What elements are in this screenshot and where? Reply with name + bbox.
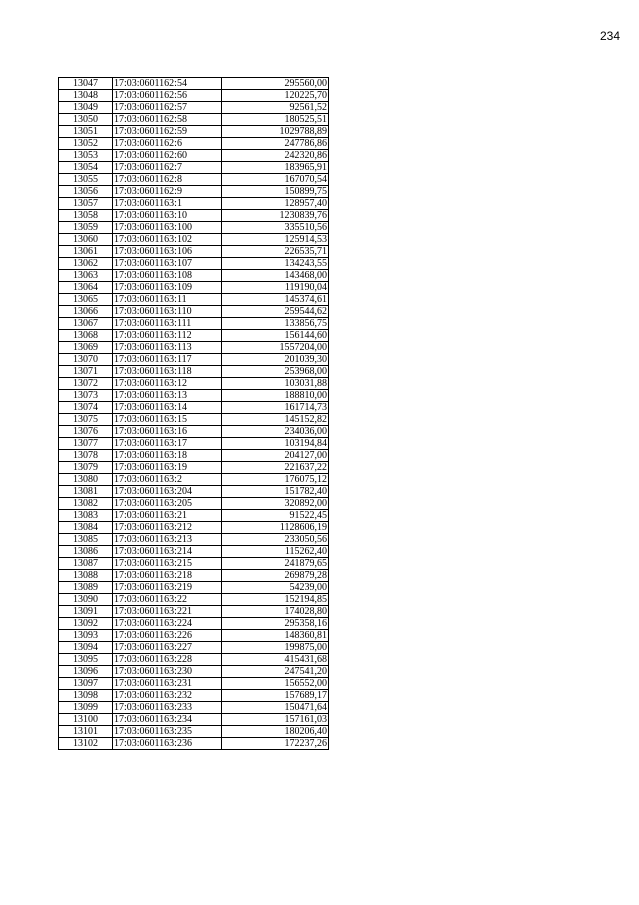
value-cell: 295358,16 xyxy=(222,618,329,630)
row-number-cell: 13095 xyxy=(59,654,113,666)
row-number-cell: 13050 xyxy=(59,114,113,126)
cadastral-number-cell: 17:03:0601162:7 xyxy=(113,162,222,174)
table-row xyxy=(59,558,329,570)
table-row xyxy=(59,366,329,378)
cadastral-number-cell: 17:03:0601163:215 xyxy=(113,558,222,570)
cadastral-number-cell: 17:03:0601162:57 xyxy=(113,102,222,114)
cadastral-number-cell: 17:03:0601162:60 xyxy=(113,150,222,162)
table-row xyxy=(59,186,329,198)
cadastral-number-cell: 17:03:0601163:234 xyxy=(113,714,222,726)
value-cell: 103031,88 xyxy=(222,378,329,390)
value-cell: 180525,51 xyxy=(222,114,329,126)
row-number-cell: 13049 xyxy=(59,102,113,114)
cadastral-number-cell: 17:03:0601163:19 xyxy=(113,462,222,474)
value-cell: 151782,40 xyxy=(222,486,329,498)
value-cell: 1029788,89 xyxy=(222,126,329,138)
value-cell: 152194,85 xyxy=(222,594,329,606)
table-row xyxy=(59,594,329,606)
row-number-cell: 13064 xyxy=(59,282,113,294)
value-cell: 150899,75 xyxy=(222,186,329,198)
table-row xyxy=(59,618,329,630)
value-cell: 1557204,00 xyxy=(222,342,329,354)
cadastral-number-cell: 17:03:0601163:2 xyxy=(113,474,222,486)
value-cell: 145152,82 xyxy=(222,414,329,426)
cadastral-number-cell: 17:03:0601163:15 xyxy=(113,414,222,426)
row-number-cell: 13082 xyxy=(59,498,113,510)
table-row xyxy=(59,126,329,138)
table-row xyxy=(59,522,329,534)
table-row xyxy=(59,318,329,330)
cadastral-number-cell: 17:03:0601163:230 xyxy=(113,666,222,678)
cadastral-number-cell: 17:03:0601163:13 xyxy=(113,390,222,402)
cadastral-number-cell: 17:03:0601163:235 xyxy=(113,726,222,738)
cadastral-number-cell: 17:03:0601163:233 xyxy=(113,702,222,714)
cadastral-number-cell: 17:03:0601162:54 xyxy=(113,78,222,90)
row-number-cell: 13063 xyxy=(59,270,113,282)
row-number-cell: 13079 xyxy=(59,462,113,474)
row-number-cell: 13102 xyxy=(59,738,113,750)
table-row xyxy=(59,234,329,246)
row-number-cell: 13071 xyxy=(59,366,113,378)
value-cell: 199875,00 xyxy=(222,642,329,654)
table-row xyxy=(59,462,329,474)
table-row xyxy=(59,498,329,510)
cadastral-number-cell: 17:03:0601163:106 xyxy=(113,246,222,258)
value-cell: 157689,17 xyxy=(222,690,329,702)
table-row xyxy=(59,162,329,174)
row-number-cell: 13093 xyxy=(59,630,113,642)
cadastral-number-cell: 17:03:0601163:224 xyxy=(113,618,222,630)
cadastral-number-cell: 17:03:0601163:22 xyxy=(113,594,222,606)
row-number-cell: 13098 xyxy=(59,690,113,702)
value-cell: 174028,80 xyxy=(222,606,329,618)
row-number-cell: 13069 xyxy=(59,342,113,354)
table-row xyxy=(59,714,329,726)
row-number-cell: 13080 xyxy=(59,474,113,486)
row-number-cell: 13097 xyxy=(59,678,113,690)
cadastral-number-cell: 17:03:0601163:221 xyxy=(113,606,222,618)
row-number-cell: 13096 xyxy=(59,666,113,678)
row-number-cell: 13078 xyxy=(59,450,113,462)
table-row xyxy=(59,270,329,282)
row-number-cell: 13094 xyxy=(59,642,113,654)
row-number-cell: 13099 xyxy=(59,702,113,714)
table-row xyxy=(59,654,329,666)
value-cell: 157161,03 xyxy=(222,714,329,726)
row-number-cell: 13068 xyxy=(59,330,113,342)
row-number-cell: 13073 xyxy=(59,390,113,402)
row-number-cell: 13056 xyxy=(59,186,113,198)
table-row xyxy=(59,342,329,354)
value-cell: 188810,00 xyxy=(222,390,329,402)
cadastral-number-cell: 17:03:0601163:21 xyxy=(113,510,222,522)
cadastral-number-cell: 17:03:0601163:111 xyxy=(113,318,222,330)
table-row xyxy=(59,630,329,642)
row-number-cell: 13052 xyxy=(59,138,113,150)
row-number-cell: 13085 xyxy=(59,534,113,546)
value-cell: 161714,73 xyxy=(222,402,329,414)
cadastral-number-cell: 17:03:0601163:110 xyxy=(113,306,222,318)
table-row xyxy=(59,474,329,486)
value-cell: 204127,00 xyxy=(222,450,329,462)
cadastral-number-cell: 17:03:0601163:107 xyxy=(113,258,222,270)
row-number-cell: 13083 xyxy=(59,510,113,522)
cadastral-number-cell: 17:03:0601163:1 xyxy=(113,198,222,210)
value-cell: 119190,04 xyxy=(222,282,329,294)
value-cell: 115262,40 xyxy=(222,546,329,558)
table-row xyxy=(59,210,329,222)
table-row xyxy=(59,582,329,594)
cadastral-number-cell: 17:03:0601163:214 xyxy=(113,546,222,558)
value-cell: 133856,75 xyxy=(222,318,329,330)
row-number-cell: 13054 xyxy=(59,162,113,174)
table-row xyxy=(59,378,329,390)
row-number-cell: 13047 xyxy=(59,78,113,90)
cadastral-number-cell: 17:03:0601163:212 xyxy=(113,522,222,534)
table-row xyxy=(59,570,329,582)
value-cell: 247541,20 xyxy=(222,666,329,678)
table-row xyxy=(59,726,329,738)
cadastral-number-cell: 17:03:0601163:218 xyxy=(113,570,222,582)
value-cell: 320892,00 xyxy=(222,498,329,510)
row-number-cell: 13091 xyxy=(59,606,113,618)
value-cell: 242320,86 xyxy=(222,150,329,162)
value-cell: 1230839,76 xyxy=(222,210,329,222)
value-cell: 295560,00 xyxy=(222,78,329,90)
cadastral-number-cell: 17:03:0601163:117 xyxy=(113,354,222,366)
row-number-cell: 13074 xyxy=(59,402,113,414)
row-number-cell: 13070 xyxy=(59,354,113,366)
value-cell: 269879,28 xyxy=(222,570,329,582)
value-cell: 259544,62 xyxy=(222,306,329,318)
table-row xyxy=(59,330,329,342)
value-cell: 247786,86 xyxy=(222,138,329,150)
cadastral-number-cell: 17:03:0601163:12 xyxy=(113,378,222,390)
value-cell: 92561,52 xyxy=(222,102,329,114)
cadastral-number-cell: 17:03:0601163:14 xyxy=(113,402,222,414)
row-number-cell: 13092 xyxy=(59,618,113,630)
table-row xyxy=(59,90,329,102)
table-row xyxy=(59,606,329,618)
value-cell: 183965,91 xyxy=(222,162,329,174)
row-number-cell: 13067 xyxy=(59,318,113,330)
row-number-cell: 13084 xyxy=(59,522,113,534)
value-cell: 176075,12 xyxy=(222,474,329,486)
cadastral-number-cell: 17:03:0601162:8 xyxy=(113,174,222,186)
table-body xyxy=(59,78,329,750)
table-row xyxy=(59,294,329,306)
value-cell: 103194,84 xyxy=(222,438,329,450)
cadastral-number-cell: 17:03:0601163:204 xyxy=(113,486,222,498)
cadastral-number-cell: 17:03:0601163:108 xyxy=(113,270,222,282)
table-row xyxy=(59,702,329,714)
cadastral-number-cell: 17:03:0601163:236 xyxy=(113,738,222,750)
cadastral-number-cell: 17:03:0601163:18 xyxy=(113,450,222,462)
row-number-cell: 13081 xyxy=(59,486,113,498)
value-cell: 226535,71 xyxy=(222,246,329,258)
value-cell: 415431,68 xyxy=(222,654,329,666)
table-row xyxy=(59,690,329,702)
page-number: 234 xyxy=(599,29,620,43)
table-row xyxy=(59,198,329,210)
table-row xyxy=(59,450,329,462)
value-cell: 1128606,19 xyxy=(222,522,329,534)
cadastral-number-cell: 17:03:0601163:10 xyxy=(113,210,222,222)
value-cell: 156144,60 xyxy=(222,330,329,342)
cadastral-number-cell: 17:03:0601163:100 xyxy=(113,222,222,234)
cadastral-number-cell: 17:03:0601163:109 xyxy=(113,282,222,294)
row-number-cell: 13072 xyxy=(59,378,113,390)
table-row xyxy=(59,102,329,114)
value-cell: 335510,56 xyxy=(222,222,329,234)
table-row xyxy=(59,114,329,126)
table-row xyxy=(59,222,329,234)
cadastral-number-cell: 17:03:0601162:6 xyxy=(113,138,222,150)
cadastral-number-cell: 17:03:0601163:226 xyxy=(113,630,222,642)
table-row xyxy=(59,306,329,318)
row-number-cell: 13051 xyxy=(59,126,113,138)
cadastral-number-cell: 17:03:0601163:16 xyxy=(113,426,222,438)
row-number-cell: 13089 xyxy=(59,582,113,594)
cadastral-number-cell: 17:03:0601163:228 xyxy=(113,654,222,666)
table-row xyxy=(59,642,329,654)
cadastral-number-cell: 17:03:0601163:213 xyxy=(113,534,222,546)
row-number-cell: 13048 xyxy=(59,90,113,102)
row-number-cell: 13059 xyxy=(59,222,113,234)
table-row xyxy=(59,402,329,414)
cadastral-number-cell: 17:03:0601163:231 xyxy=(113,678,222,690)
value-cell: 253968,00 xyxy=(222,366,329,378)
value-cell: 180206,40 xyxy=(222,726,329,738)
cadastral-number-cell: 17:03:0601163:102 xyxy=(113,234,222,246)
table-row xyxy=(59,174,329,186)
row-number-cell: 13075 xyxy=(59,414,113,426)
cadastral-number-cell: 17:03:0601163:205 xyxy=(113,498,222,510)
table-row xyxy=(59,354,329,366)
cadastral-number-cell: 17:03:0601163:227 xyxy=(113,642,222,654)
table-row xyxy=(59,738,329,750)
row-number-cell: 13053 xyxy=(59,150,113,162)
row-number-cell: 13066 xyxy=(59,306,113,318)
row-number-cell: 13100 xyxy=(59,714,113,726)
row-number-cell: 13061 xyxy=(59,246,113,258)
value-cell: 156552,00 xyxy=(222,678,329,690)
table-row xyxy=(59,78,329,90)
table-row xyxy=(59,546,329,558)
row-number-cell: 13065 xyxy=(59,294,113,306)
row-number-cell: 13060 xyxy=(59,234,113,246)
value-cell: 201039,30 xyxy=(222,354,329,366)
row-number-cell: 13086 xyxy=(59,546,113,558)
value-cell: 125914,53 xyxy=(222,234,329,246)
table-row xyxy=(59,258,329,270)
cadastral-value-table xyxy=(58,77,329,750)
cadastral-number-cell: 17:03:0601163:118 xyxy=(113,366,222,378)
cadastral-number-cell: 17:03:0601162:9 xyxy=(113,186,222,198)
value-cell: 145374,61 xyxy=(222,294,329,306)
cadastral-number-cell: 17:03:0601163:219 xyxy=(113,582,222,594)
table-row xyxy=(59,666,329,678)
row-number-cell: 13087 xyxy=(59,558,113,570)
row-number-cell: 13058 xyxy=(59,210,113,222)
value-cell: 234036,00 xyxy=(222,426,329,438)
value-cell: 128957,40 xyxy=(222,198,329,210)
value-cell: 233050,56 xyxy=(222,534,329,546)
value-cell: 172237,26 xyxy=(222,738,329,750)
row-number-cell: 13077 xyxy=(59,438,113,450)
value-cell: 120225,70 xyxy=(222,90,329,102)
value-cell: 91522,45 xyxy=(222,510,329,522)
value-cell: 221637,22 xyxy=(222,462,329,474)
value-cell: 148360,81 xyxy=(222,630,329,642)
value-cell: 167070,54 xyxy=(222,174,329,186)
table-row xyxy=(59,246,329,258)
value-cell: 143468,00 xyxy=(222,270,329,282)
value-cell: 54239,00 xyxy=(222,582,329,594)
value-cell: 241879,65 xyxy=(222,558,329,570)
cadastral-number-cell: 17:03:0601162:58 xyxy=(113,114,222,126)
table-row xyxy=(59,138,329,150)
table-row xyxy=(59,414,329,426)
table-row xyxy=(59,438,329,450)
row-number-cell: 13062 xyxy=(59,258,113,270)
table-row xyxy=(59,486,329,498)
table-row xyxy=(59,150,329,162)
row-number-cell: 13076 xyxy=(59,426,113,438)
value-cell: 150471,64 xyxy=(222,702,329,714)
row-number-cell: 13088 xyxy=(59,570,113,582)
value-cell: 134243,55 xyxy=(222,258,329,270)
cadastral-number-cell: 17:03:0601162:59 xyxy=(113,126,222,138)
table-row xyxy=(59,390,329,402)
cadastral-number-cell: 17:03:0601162:56 xyxy=(113,90,222,102)
row-number-cell: 13057 xyxy=(59,198,113,210)
cadastral-number-cell: 17:03:0601163:232 xyxy=(113,690,222,702)
cadastral-number-cell: 17:03:0601163:112 xyxy=(113,330,222,342)
table-row xyxy=(59,426,329,438)
row-number-cell: 13090 xyxy=(59,594,113,606)
cadastral-number-cell: 17:03:0601163:17 xyxy=(113,438,222,450)
cadastral-number-cell: 17:03:0601163:113 xyxy=(113,342,222,354)
table-row xyxy=(59,534,329,546)
table-row xyxy=(59,510,329,522)
table-row xyxy=(59,282,329,294)
table-row xyxy=(59,678,329,690)
row-number-cell: 13101 xyxy=(59,726,113,738)
cadastral-number-cell: 17:03:0601163:11 xyxy=(113,294,222,306)
row-number-cell: 13055 xyxy=(59,174,113,186)
